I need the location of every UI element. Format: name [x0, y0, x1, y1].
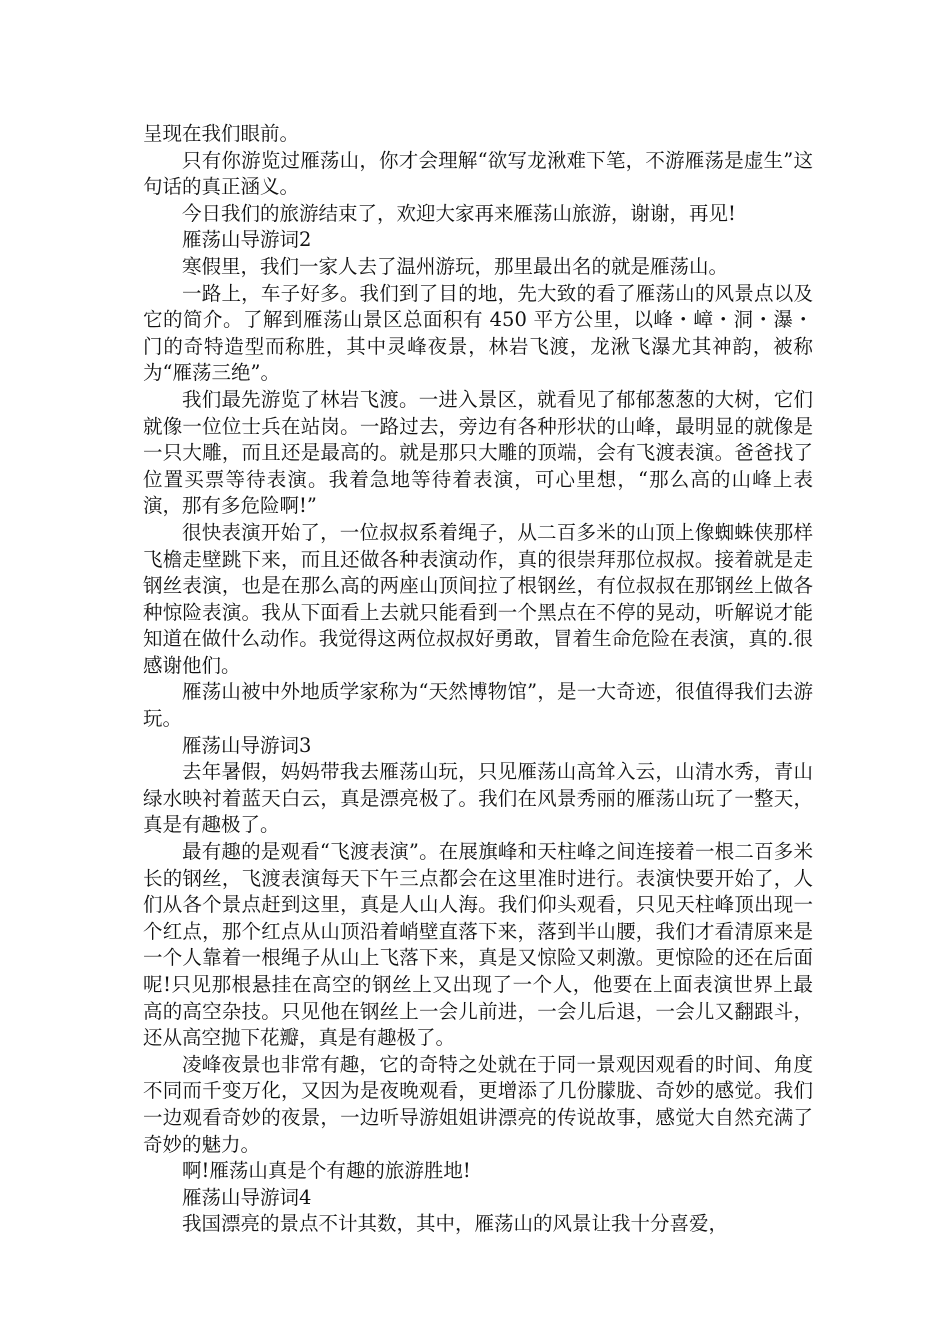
paragraph: 今日我们的旅游结束了，欢迎大家再来雁荡山旅游，谢谢，再见! — [182, 201, 736, 225]
paragraph: 我国漂亮的景点不计其数，其中，雁荡山的风景让我十分喜爱， — [182, 1212, 729, 1236]
paragraph: 去年暑假，妈妈带我去雁荡山玩，只见雁荡山高耸入云，山清水秀，青山绿水映衬着蓝天白云，真是漂亮极了。我们在风景秀丽的雁荡山玩了一整天，真是有趣极了。 — [143, 760, 813, 837]
paragraph: 我们最先游览了林岩飞渡。一进入景区，就看见了郁郁葱葱的大树，它们就像一位位士兵在站岗。一路过去，旁边有各种形状的山峰，最明显的就像是一只大雕，而且还是最高的。就是那只大雕的顶端，会有飞渡表演。爸爸找了位置买票等待表演。我着急地等待着表演，可心里想，“那么高的山峰上表演，那有多危险啊!” — [143, 387, 813, 518]
paragraph: 凌峰夜景也非常有趣，它的奇特之处就在于同一景观因观看的时间、角度不同而千变万化，又因为是夜晚观看，更增添了几份朦胧、奇妙的感觉。我们一边观看奇妙的夜景，一边听导游姐姐讲漂亮的传说故事，感觉大自然充满了奇妙的魅力。 — [143, 1052, 813, 1156]
paragraph: 只有你游览过雁荡山，你才会理解“欲写龙湫难下笔，不游雁荡是虚生”这句话的真正涵义。 — [143, 148, 813, 199]
section-heading: 雁荡山导游词2 — [182, 228, 312, 252]
section-heading: 雁荡山导游词3 — [182, 733, 312, 757]
paragraph: 很快表演开始了，一位叔叔系着绳子，从二百多米的山顶上像蜘蛛侠那样飞檐走壁跳下来，而且还做各种表演动作，真的很崇拜那位叔叔。接着就是走钢丝表演，也是在那么高的两座山顶间拉了根钢丝，有位叔叔在那钢丝上做各种惊险表演。我从下面看上去就只能看到一个黑点在不停的晃动，听解说才能知道在做什么动作。我觉得这两位叔叔好勇敢，冒着生命危险在表演，真的.很感谢他们。 — [143, 520, 813, 677]
paragraph: 寒假里，我们一家人去了温州游玩，那里最出名的就是雁荡山。 — [182, 254, 729, 278]
paragraph: 雁荡山被中外地质学家称为“天然博物馆”，是一大奇迹，很值得我们去游玩。 — [143, 680, 813, 731]
paragraph: 最有趣的是观看“飞渡表演”。在展旗峰和天柱峰之间连接着一根二百多米长的钢丝，飞渡表演每天下午三点都会在这里准时进行。表演快要开始了，人们从各个景点赶到这里，真是人山人海。我们仰头观看，只见天柱峰顶出现一个红点，那个红点从山顶沿着峭壁直落下来，落到半山腰，我们才看清原来是一个人靠着一根绳子从山上飞落下来，真是又惊险又刺激。更惊险的还在后面呢!只见那根悬挂在高空的钢丝上又出现了一个人，他要在上面表演世界上最高的高空杂技。只见他在钢丝上一会儿前进，一会儿后退，一会儿又翻跟斗，还从高空抛下花瓣，真是有趣极了。 — [143, 840, 813, 1050]
paragraph: 啊!雁荡山真是个有趣的旅游胜地! — [182, 1159, 471, 1183]
paragraph-continuation: 呈现在我们眼前。 — [143, 122, 300, 145]
document-body — [143, 121, 813, 1238]
section-heading: 雁荡山导游词4 — [182, 1185, 312, 1209]
paragraph: 一路上，车子好多。我们到了目的地，先大致的看了雁荡山的风景点以及它的简介。了解到雁荡山景区总面积有 450 平方公里，以峰・嶂・洞・瀑・门的奇特造型而称胜，其中灵峰夜景，林岩飞渡，龙湫飞瀑尤其神韵，被称为“雁荡三绝”。 — [143, 281, 813, 385]
